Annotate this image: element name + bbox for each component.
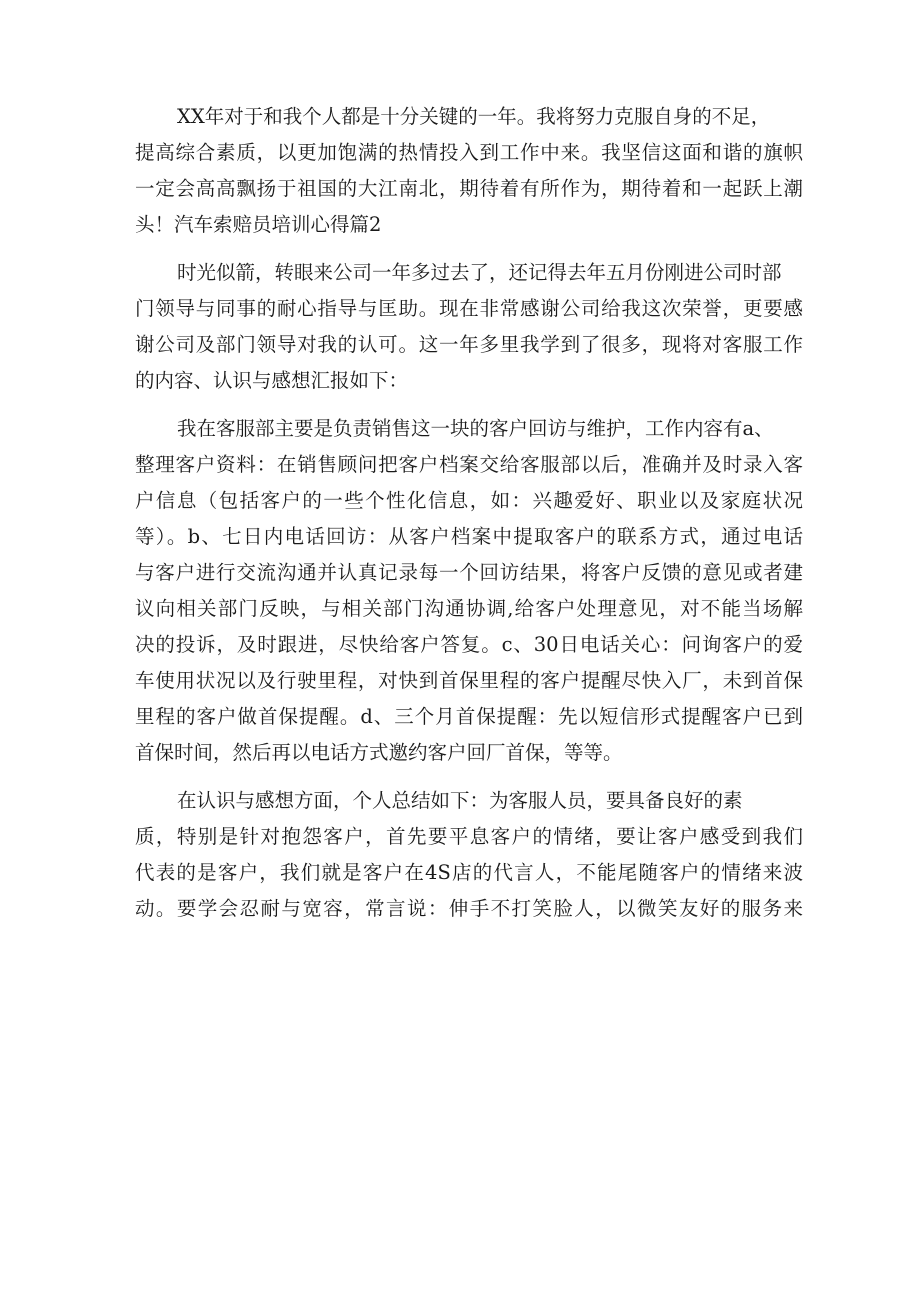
- paragraph-3: [135, 411, 803, 771]
- text-line: 我在客服部主要是负责销售这一块的客户回访与维护，工作内容有a、: [177, 417, 774, 440]
- text-line: 决的投诉，及时跟进，尽快给客户答复。c、30日电话关心：问询客户的爱: [135, 633, 803, 656]
- text-line: 时光似箭，转眼来公司一年多过去了，还记得去年五月份刚进公司时部: [177, 261, 782, 284]
- text-line: 的内容、认识与感想汇报如下：: [135, 369, 409, 392]
- text-line: 在认识与感想方面，个人总结如下：为客服人员，要具备良好的素: [177, 789, 743, 812]
- text-line: 谢公司及部门领导对我的认可。这一年多里我学到了很多，现将对客服工作: [135, 333, 803, 356]
- text-line: 质，特别是针对抱怨客户，首先要平息客户的情绪，要让客户感受到我们: [135, 825, 803, 848]
- text-line: 提高综合素质，以更加饱满的热情投入到工作中来。我坚信这面和谐的旗帜: [135, 141, 803, 164]
- text-line: 代表的是客户，我们就是客户在4S店的代言人，不能尾随客户的情绪来波: [135, 861, 803, 884]
- text-line: 动。要学会忍耐与宽容，常言说：伸手不打笑脸人，以微笑友好的服务来: [135, 897, 803, 920]
- text-line: 车使用状况以及行驶里程，对快到首保里程的客户提醒尽快入厂，未到首保: [135, 669, 803, 692]
- text-line: 头！汽车索赔员培训心得篇2: [135, 213, 382, 236]
- paragraph-1: [135, 99, 803, 243]
- text-line: 等）。b、七日内电话回访：从客户档案中提取客户的联系方式，通过电话: [135, 525, 803, 548]
- text-line: XX年对于和我个人都是十分关键的一年。我将努力克服自身的不足，: [177, 105, 771, 128]
- text-line: 整理客户资料：在销售顾问把客户档案交给客服部以后，准确并及时录入客: [135, 453, 803, 476]
- text-line: 里程的客户做首保提醒。d、三个月首保提醒：先以短信形式提醒客户已到: [135, 705, 803, 728]
- paragraph-2: [135, 255, 803, 399]
- text-line: 门领导与同事的耐心指导与匡助。现在非常感谢公司给我这次荣誉，更要感: [135, 297, 803, 320]
- paragraph-4: [135, 783, 803, 927]
- text-line: 议向相关部门反映，与相关部门沟通协调,给客户处理意见，对不能当场解: [135, 597, 803, 620]
- text-line: 一定会高高飘扬于祖国的大江南北，期待着有所作为，期待着和一起跃上潮: [135, 177, 803, 200]
- text-line: 户信息（包括客户的一些个性化信息，如：兴趣爱好、职业以及家庭状况: [135, 489, 803, 512]
- text-line: 与客户进行交流沟通并认真记录每一个回访结果，将客户反馈的意见或者建: [135, 561, 803, 584]
- text-line: 首保时间，然后再以电话方式邀约客户回厂首保，等等。: [135, 741, 623, 764]
- document-body: [135, 99, 803, 927]
